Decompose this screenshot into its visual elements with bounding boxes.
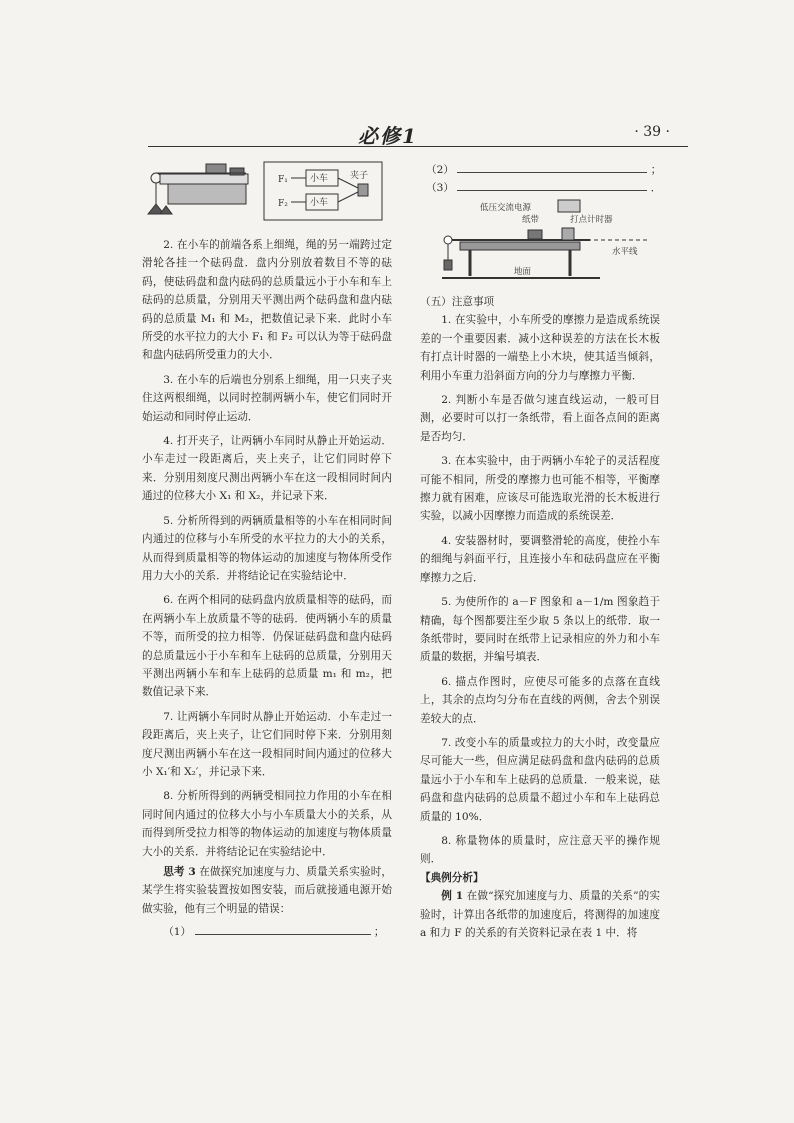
step-4: 4. 打开夹子，让两辆小车同时从静止开始运动．小车走过一段距离后，夹上夹子，让它们同时停下来．分别用刻度尺测出两辆小车在这一段相同时间内通过的位移大小 X₁ 和 X₂，并记录下来． — [142, 435, 392, 503]
label-clip: 夹子 — [350, 171, 369, 181]
header-title: 必修1 — [358, 124, 418, 148]
step-6: 6. 在两个相同的砝码盘内放质量相等的砝码，而在两辆小车上放质量不等的砝码．使两辆小车的质量不等，而所受的拉力相等．仍保证砝码盘和盘内砝码的总质量远小于小车和车上砝码的总质量，分别用天平测出两辆小车和车上砝码的总质量 m₁ 和 m₂，把数值记录下来． — [142, 594, 392, 699]
label-ground: 地面 — [514, 267, 532, 277]
section5-title: （五）注意事项 — [420, 296, 495, 308]
example-1 — [420, 887, 660, 942]
think-question — [142, 863, 392, 918]
pulley-apparatus-illustration — [148, 164, 248, 214]
step-7: 7. 让两辆小车同时从静止开始运动．小车走过一段距离后，夹上夹子，让它们同时停下来．分别用刻度尺测出两辆小车在这一段相同时间内通过的位移大小 X₁′和 X₂′，并记录下来． — [142, 710, 392, 778]
page-header — [148, 120, 688, 147]
label-level: 水平线 — [612, 247, 638, 257]
label-car1: 小车 — [310, 174, 329, 184]
step-8: 8. 分析所得到的两辆受相同拉力作用的小车在相同时间内通过的位移大小与小车质量大小的关系，从而得到所受拉力相等的物体运动的加速度与物体质量大小的关系．并将结论记在实验结论中． — [142, 790, 392, 858]
step-2: 2. 在小车的前端各系上细绳，绳的另一端跨过定滑轮各挂一个砝码盘．盘内分别放着数目不等的砝码，使砝码盘和盘内砝码的总质量远小于小车和车上砝码的总质量，分别用天平测出两个砝码盘和盘内砝码的总质量 M₁ 和 M₂，把数值记录下来．此时小车所受的水平拉力的大小 F₁ 和 F₂ 可以认为等于砝码盘和盘内砝码所受重力的大小． — [142, 239, 392, 362]
right-figure — [440, 198, 660, 290]
weight-hanger-icon — [444, 260, 452, 270]
blank-2-row — [426, 160, 661, 177]
cart-icon — [528, 230, 542, 239]
right-column — [420, 293, 660, 942]
blank-2-label: （2） — [426, 164, 454, 176]
blank-1-row — [142, 922, 392, 941]
note-7: 7. 改变小车的质量或拉力的大小时，改变量应尽可能大一些，但应满足砝码盘和盘内砝码的总质量远小于小车和车上砝码的总质量．一般来说，砝码盘和盘内砝码的总质量不超过小车和车上砝码总质量的 10%． — [420, 736, 660, 823]
blank-3-row — [426, 178, 661, 195]
left-figure — [146, 156, 406, 228]
timer-icon — [562, 228, 574, 240]
think-label: 思考 3 — [163, 866, 196, 878]
label-power: 低压交流电源 — [480, 203, 532, 213]
power-supply-icon — [558, 200, 580, 212]
blank-3-end: ． — [650, 182, 662, 194]
label-f2: F₂ — [278, 199, 288, 209]
note-1: 1. 在实验中，小车所受的摩擦力是造成系统误差的一个重要因素．减小这种误差的方法在长木板有打点计时器的一端垫上小木块，使其适当倾斜，利用小车重力沿斜面方向的分力与摩擦力平衡． — [420, 314, 660, 382]
note-6: 6. 描点作图时，应使尽可能多的点落在直线上，其余的点均匀分布在直线的两侧，舍去个别误差较大的点． — [420, 675, 660, 725]
note-8: 8. 称量物体的质量时，应注意天平的操作规则． — [420, 834, 660, 866]
blank-1-input[interactable] — [195, 922, 371, 935]
blank-2-end: ； — [650, 164, 662, 176]
label-tape: 纸带 — [522, 215, 540, 225]
blank-3-input[interactable] — [457, 178, 647, 191]
think-text: 在做探究加速度与力、质量关系实验时，某学生将实验装置按如图安装，而后就接通电源开始做实验，他有三个明显的错误： — [142, 866, 393, 915]
blank-3-label: （3） — [426, 182, 454, 194]
label-car2: 小车 — [310, 198, 329, 208]
blank-1-end: ； — [373, 926, 385, 939]
example-text: 在做“探究加速度与力、质量的关系”的实验时，计算出各纸带的加速度后，将测得的加速度 a 和力 F 的关系的有关资料记录在表 1 中．将 — [420, 890, 661, 939]
note-2: 2. 判断小车是否做匀速直线运动，一般可目测，必要时可以打一条纸带，看上面各点间的距离是否均匀． — [420, 394, 660, 443]
pulley-icon — [444, 236, 452, 244]
label-timer: 打点计时器 — [570, 215, 613, 225]
step-3: 3. 在小车的后端也分别系上细绳，用一只夹子夹住这两根细绳，以同时控制两辆小车，使它们同时开始运动和同时停止运动． — [142, 373, 392, 423]
note-4: 4. 安装器材时，要调整滑轮的高度，使拴小车的细绳与斜面平行，且连接小车和砝码盘应在平衡摩擦力之后． — [420, 534, 660, 584]
step-5: 5. 分析所得到的两辆质量相等的小车在相同时间内通过的位移与小车所受的水平拉力的大小的关系，从而得到质量相等的物体运动的加速度与物体所受作用力大小的关系．并将结论记在实验结论中． — [142, 514, 392, 582]
example-title: 【典例分析】 — [420, 871, 484, 884]
note-3: 3. 在本实验中，由于两辆小车轮子的灵活程度可能不相同，所受的摩擦力也可能不相等，平衡摩擦力就有困难，应该尽可能选取光滑的长木板进行实验，以减小因摩擦力而造成的系统误差． — [420, 455, 660, 523]
blank-2-input[interactable] — [457, 160, 647, 173]
note-5: 5. 为使所作的 a－F 图象和 a－1/m 图象趋于精确，每个图都要注至少取 5 条以上的纸带．取一条纸带时，要同时在纸带上记录相应的外力和小车质量的数据，并编号填表． — [420, 596, 660, 664]
blank-1-label: （1） — [163, 926, 192, 939]
left-column — [142, 236, 392, 942]
page-number: · 39 · — [634, 124, 670, 140]
label-f1: F₁ — [278, 175, 288, 185]
example-label: 例 1 — [441, 890, 464, 903]
